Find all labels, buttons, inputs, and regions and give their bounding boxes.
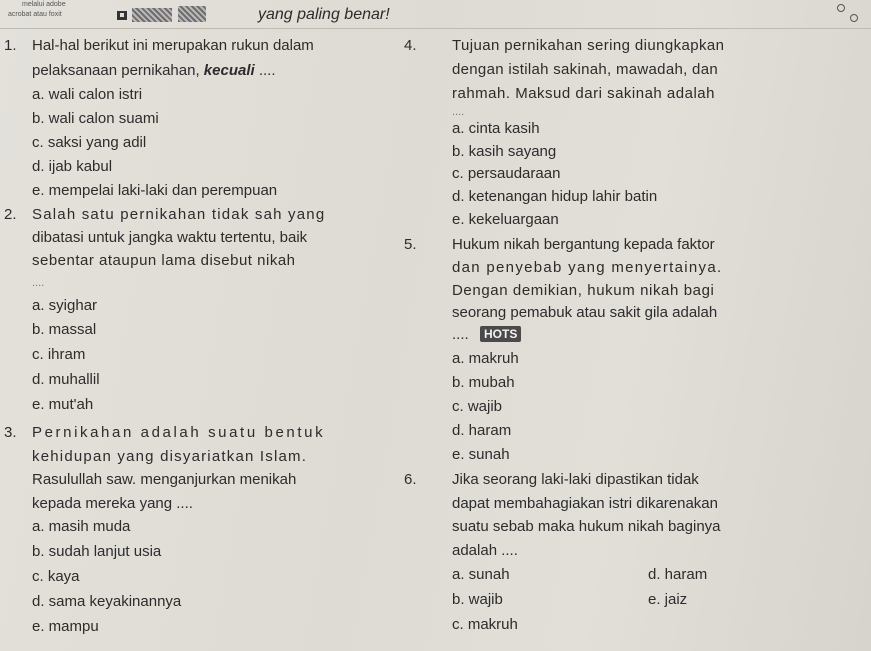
question-text: suatu sebab maka hukum nikah baginya (452, 518, 721, 535)
thumbnail-image (132, 8, 172, 22)
question-text: .... (452, 326, 469, 343)
answer-option[interactable]: b. sudah lanjut usia (32, 543, 162, 560)
answer-option[interactable]: a. sunah (452, 566, 510, 583)
question-number: 4. (404, 37, 417, 54)
answer-option[interactable]: a. masih muda (32, 518, 131, 535)
answer-option[interactable]: d. ketenangan hidup lahir batin (452, 188, 658, 205)
question-text: Hukum nikah bergantung kepada faktor (452, 236, 715, 253)
question-text: .... (452, 106, 465, 118)
answer-option[interactable]: d. haram (648, 566, 708, 583)
question-text: Dengan demikian, hukum nikah bagi (452, 282, 715, 299)
answer-option[interactable]: b. kasih sayang (452, 143, 557, 160)
question-text: seorang pemabuk atau sakit gila adalah (452, 304, 718, 321)
question-text-part: .... (254, 62, 276, 79)
answer-option[interactable]: d. sama keyakinannya (32, 593, 182, 610)
answer-option[interactable]: e. mampu (32, 618, 99, 635)
question-number: 5. (404, 236, 417, 253)
header-small-line-2: acrobat atau foxit (8, 11, 62, 18)
hots-badge: HOTS (480, 326, 521, 342)
answer-option[interactable]: a. wali calon istri (32, 86, 143, 103)
question-text: adalah .... (452, 542, 518, 559)
answer-option[interactable]: c. makruh (452, 616, 518, 633)
answer-option[interactable]: c. saksi yang adil (32, 134, 147, 151)
qr-code-icon (117, 11, 127, 20)
question-number: 2. (4, 206, 17, 223)
circle-icon (837, 4, 845, 12)
question-text: rahmah. Maksud dari sakinah adalah (452, 85, 715, 102)
question-text: Pernikahan adalah suatu bentuk (32, 424, 326, 441)
question-text: sebentar ataupun lama disebut nikah (32, 252, 296, 269)
question-text (32, 62, 276, 80)
question-text: Hal-hal berikut ini merupakan rukun dalam (32, 37, 314, 54)
question-text-part: pelaksanaan pernikahan, (32, 62, 204, 79)
question-text: kehidupan yang disyariatkan Islam. (32, 448, 308, 465)
header-small-line-1: melalui adobe (22, 1, 66, 8)
answer-option[interactable]: e. jaiz (648, 591, 688, 608)
answer-option[interactable]: c. kaya (32, 568, 80, 585)
header-divider (0, 28, 871, 29)
answer-option[interactable]: d. muhallil (32, 371, 100, 388)
answer-option[interactable]: e. sunah (452, 446, 510, 463)
question-text: dibatasi untuk jangka waktu tertentu, baik (32, 229, 308, 246)
circle-icon (850, 14, 858, 22)
question-text: .... (32, 277, 45, 289)
question-text: dan penyebab yang menyertainya. (452, 259, 723, 276)
question-text: Salah satu pernikahan tidak sah yang (32, 206, 326, 223)
emphasis-text: kecuali (203, 62, 255, 79)
answer-option[interactable]: d. ijab kabul (32, 158, 113, 175)
answer-option[interactable]: d. haram (452, 422, 512, 439)
question-text: Tujuan pernikahan sering diungkapkan (452, 37, 725, 54)
answer-option[interactable]: c. persaudaraan (452, 165, 561, 182)
answer-option[interactable]: a. cinta kasih (452, 120, 540, 137)
answer-option[interactable]: a. syighar (32, 297, 98, 314)
answer-option[interactable]: e. mut'ah (32, 396, 94, 413)
page-title: yang paling benar! (258, 6, 390, 23)
answer-option[interactable]: c. ihram (32, 346, 86, 363)
question-number: 1. (4, 37, 17, 54)
question-number: 3. (4, 424, 17, 441)
answer-option[interactable]: c. wajib (452, 398, 503, 415)
answer-option[interactable]: a. makruh (452, 350, 519, 367)
question-text: kepada mereka yang .... (32, 495, 193, 512)
question-text: Rasulullah saw. menganjurkan menikah (32, 471, 297, 488)
answer-option[interactable]: e. kekeluargaan (452, 211, 559, 228)
question-text: dapat membahagiakan istri dikarenakan (452, 495, 718, 512)
answer-option[interactable]: b. mubah (452, 374, 515, 391)
question-text: dengan istilah sakinah, mawadah, dan (452, 61, 718, 78)
answer-option[interactable]: b. wali calon suami (32, 110, 159, 127)
answer-option[interactable]: b. massal (32, 321, 97, 338)
question-number: 6. (404, 471, 417, 488)
answer-option[interactable]: b. wajib (452, 591, 503, 608)
answer-option[interactable]: e. mempelai laki-laki dan perempuan (32, 182, 278, 199)
question-text: Jika seorang laki-laki dipastikan tidak (452, 471, 699, 488)
thumbnail-image (178, 6, 206, 22)
